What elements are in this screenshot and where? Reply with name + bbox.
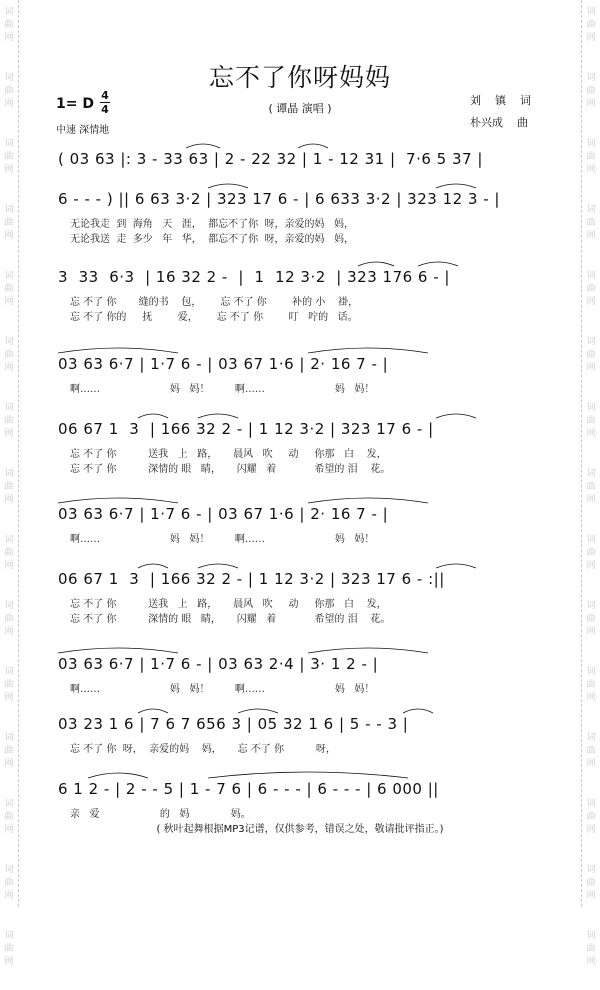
watermark-char: 曲 xyxy=(586,812,596,822)
watermark-char: 词 xyxy=(4,73,14,83)
watermark-mark xyxy=(582,198,600,264)
lyrics-verse-2: 忘 不了 你 深情的 眼 睛， 闪耀 着 希望的 泪 花。 xyxy=(70,464,391,475)
watermark-char: 词 xyxy=(4,469,14,479)
watermark-char: 词 xyxy=(4,667,14,677)
notation-line: 06 67 1 3 | 166 32 2 - | 1 12 3·2 | 323 17 6 - | xyxy=(58,420,434,438)
watermark-char: 曲 xyxy=(4,482,14,492)
watermark-char: 网 xyxy=(4,759,14,769)
watermark-char: 曲 xyxy=(4,20,14,30)
watermark-char: 网 xyxy=(586,627,596,637)
watermark-char: 网 xyxy=(4,231,14,241)
watermark-char: 曲 xyxy=(4,284,14,294)
credits xyxy=(470,90,531,134)
watermark-char: 词 xyxy=(586,73,596,83)
lyrics-verse-1: 无论我走 到 海角 天 涯， 都忘不了你 呀，亲爱的妈 妈， xyxy=(70,219,355,230)
watermark-char: 曲 xyxy=(4,746,14,756)
watermark-mark xyxy=(582,132,600,198)
watermark-char: 曲 xyxy=(586,878,596,888)
watermark-char: 词 xyxy=(586,601,596,611)
watermark-char: 曲 xyxy=(4,416,14,426)
watermark-char: 网 xyxy=(4,495,14,505)
watermark-char: 网 xyxy=(4,957,14,967)
watermark-mark xyxy=(0,462,18,528)
watermark-char: 曲 xyxy=(586,152,596,162)
watermark-mark xyxy=(582,528,600,594)
notation-line: 06 67 1 3 | 166 32 2 - | 1 12 3·2 | 323 17 6 - :|| xyxy=(58,570,445,588)
watermark-mark xyxy=(0,660,18,726)
watermark-char: 词 xyxy=(586,403,596,413)
watermark-char: 词 xyxy=(4,337,14,347)
singer-credit: ( 谭晶 演唱 ) xyxy=(268,102,332,115)
watermark-mark xyxy=(582,660,600,726)
watermark-char: 词 xyxy=(586,7,596,17)
watermark-mark xyxy=(0,924,18,990)
watermark-char: 曲 xyxy=(4,218,14,228)
watermark-char: 曲 xyxy=(586,350,596,360)
watermark-char: 网 xyxy=(586,33,596,43)
watermark-char: 词 xyxy=(4,403,14,413)
watermark-char: 网 xyxy=(4,165,14,175)
watermark-char: 词 xyxy=(586,799,596,809)
watermark-char: 曲 xyxy=(586,944,596,954)
watermark-char: 网 xyxy=(586,429,596,439)
notation-line: 03 23 1 6 | 7 6 7 656 3 | 05 32 1 6 | 5 - - 3 | xyxy=(58,715,409,733)
watermark-char: 曲 xyxy=(586,416,596,426)
watermark-mark xyxy=(582,858,600,924)
lyrics-verse-2: 忘 不了 你的 抚 爱， 忘 不了 你 叮 咛的 话。 xyxy=(70,312,358,323)
watermark-char: 网 xyxy=(4,99,14,109)
watermark-char: 网 xyxy=(586,495,596,505)
watermark-char: 网 xyxy=(4,693,14,703)
watermark-char: 网 xyxy=(586,957,596,967)
watermark-char: 曲 xyxy=(4,350,14,360)
watermark-char: 词 xyxy=(4,733,14,743)
transcriber-note: ( 秋叶起舞根据MP3记谱，仅供参考，错误之处，敬请批评指正。) xyxy=(156,824,444,835)
notation-line: 03 63 6·7 | 1·7 6 - | 03 67 1·6 | 2· 16 7 - | xyxy=(58,355,389,373)
watermark-char: 词 xyxy=(586,733,596,743)
watermark-char: 网 xyxy=(586,297,596,307)
watermark-char: 词 xyxy=(586,667,596,677)
watermark-char: 词 xyxy=(586,865,596,875)
watermark-mark xyxy=(582,594,600,660)
watermark-mark xyxy=(0,396,18,462)
watermark-char: 词 xyxy=(4,205,14,215)
lyricist-credit: 刘 镇 词 xyxy=(470,94,531,107)
notation-line: 3 33 6·3 | 16 32 2 - | 1 12 3·2 | 323 176 6 - | xyxy=(58,268,450,286)
notation-line: 03 63 6·7 | 1·7 6 - | 03 67 1·6 | 2· 16 7 - | xyxy=(58,505,389,523)
notation-line: 03 63 6·7 | 1·7 6 - | 03 63 2·4 | 3· 1 2 - | xyxy=(58,655,379,673)
watermark-char: 网 xyxy=(586,231,596,241)
watermark-char: 词 xyxy=(4,271,14,281)
watermark-char: 网 xyxy=(4,363,14,373)
lyrics-verse-1: 忘 不了 你 送我 上 路， 晨风 吹 动 你那 白 发， xyxy=(70,599,387,610)
watermark-char: 曲 xyxy=(4,944,14,954)
composer-credit: 朴兴成 曲 xyxy=(470,116,528,129)
song-title: 忘不了你呀妈妈 xyxy=(208,63,391,92)
watermark-char: 曲 xyxy=(4,152,14,162)
watermark-mark xyxy=(582,264,600,330)
watermark-char: 词 xyxy=(586,931,596,941)
watermark-mark xyxy=(0,858,18,924)
watermark-mark xyxy=(0,330,18,396)
watermark-char: 词 xyxy=(4,535,14,545)
watermark-char: 网 xyxy=(4,627,14,637)
watermark-char: 曲 xyxy=(4,680,14,690)
watermark-char: 网 xyxy=(4,297,14,307)
watermark-char: 网 xyxy=(4,429,14,439)
watermark-mark xyxy=(0,264,18,330)
watermark-char: 曲 xyxy=(4,812,14,822)
watermark-mark xyxy=(0,132,18,198)
lyrics-verse-2: 无论我送 走 多少 年 华， 都忘不了你 呀，亲爱的妈 妈， xyxy=(70,234,355,245)
lyrics-verse-1: 啊…… 妈 妈！ 啊…… 妈 妈！ xyxy=(70,534,375,545)
watermark-char: 词 xyxy=(586,271,596,281)
watermark-char: 词 xyxy=(4,7,14,17)
watermark-char: 词 xyxy=(586,205,596,215)
watermark-mark xyxy=(0,528,18,594)
watermark-char: 网 xyxy=(4,561,14,571)
watermark-char: 网 xyxy=(586,561,596,571)
watermark-mark xyxy=(0,198,18,264)
time-signature xyxy=(98,90,112,115)
watermark-char: 词 xyxy=(4,601,14,611)
watermark-char: 词 xyxy=(4,139,14,149)
lyrics-verse-1: 忘 不了 你 呀， 亲爱的妈 妈， 忘 不了 你 呀， xyxy=(70,744,336,755)
tempo-marking: 中速 深情地 xyxy=(56,125,110,136)
watermark-mark xyxy=(582,330,600,396)
lyrics-verse-1: 啊…… 妈 妈！ 啊…… 妈 妈！ xyxy=(70,384,375,395)
watermark-char: 曲 xyxy=(586,680,596,690)
watermark-char: 曲 xyxy=(586,746,596,756)
watermark-mark xyxy=(582,924,600,990)
watermark-char: 网 xyxy=(586,825,596,835)
lyrics-verse-1: 亲 爱 的 妈 妈。 xyxy=(70,809,251,820)
watermark-char: 词 xyxy=(586,337,596,347)
watermark-char: 词 xyxy=(586,469,596,479)
watermark-mark xyxy=(0,726,18,792)
watermark-char: 网 xyxy=(586,759,596,769)
watermark-char: 词 xyxy=(4,865,14,875)
watermark-strip-right xyxy=(581,0,600,967)
watermark-char: 曲 xyxy=(4,878,14,888)
watermark-char: 网 xyxy=(586,891,596,901)
watermark-mark xyxy=(0,0,18,66)
watermark-mark xyxy=(582,462,600,528)
lyrics-verse-1: 忘 不了 你 送我 上 路， 晨风 吹 动 你那 白 发， xyxy=(70,449,387,460)
watermark-char: 曲 xyxy=(586,86,596,96)
watermark-char: 网 xyxy=(4,825,14,835)
watermark-mark xyxy=(0,594,18,660)
watermark-char: 词 xyxy=(4,931,14,941)
watermark-char: 网 xyxy=(4,33,14,43)
watermark-char: 曲 xyxy=(586,20,596,30)
watermark-char: 网 xyxy=(586,693,596,703)
watermark-char: 网 xyxy=(586,165,596,175)
watermark-char: 网 xyxy=(586,99,596,109)
watermark-char: 曲 xyxy=(4,86,14,96)
watermark-char: 词 xyxy=(4,799,14,809)
watermark-strip-left xyxy=(0,0,19,967)
meter-bottom: 4 xyxy=(101,103,109,116)
watermark-char: 曲 xyxy=(586,284,596,294)
lyrics-verse-1: 啊…… 妈 妈！ 啊…… 妈 妈！ xyxy=(70,684,375,695)
watermark-char: 词 xyxy=(586,535,596,545)
watermark-char: 曲 xyxy=(4,548,14,558)
meter-top: 4 xyxy=(101,89,109,102)
lyrics-verse-2: 忘 不了 你 深情的 眼 睛， 闪耀 着 希望的 泪 花。 xyxy=(70,614,391,625)
watermark-mark xyxy=(582,0,600,66)
watermark-char: 网 xyxy=(586,363,596,373)
watermark-char: 词 xyxy=(586,139,596,149)
watermark-mark xyxy=(582,726,600,792)
watermark-char: 网 xyxy=(4,891,14,901)
watermark-mark xyxy=(582,396,600,462)
lyrics-verse-1: 忘 不了 你 缝的书 包， 忘 不了 你 补的 小 褂， xyxy=(70,297,359,308)
key-signature: 1= D xyxy=(56,96,94,112)
watermark-char: 曲 xyxy=(4,614,14,624)
watermark-char: 曲 xyxy=(586,218,596,228)
watermark-char: 曲 xyxy=(586,614,596,624)
notation-line: ( 03 63 |: 3 - 33 63 | 2 - 22 32 | 1 - 12 31 | 7·6 5 37 | xyxy=(58,150,483,168)
watermark-char: 曲 xyxy=(586,548,596,558)
watermark-char: 曲 xyxy=(586,482,596,492)
notation-line: 6 1 2 - | 2 - - 5 | 1 - 7 6 | 6 - - - | 6 - - - | 6 000 || xyxy=(58,780,439,798)
notation-line: 6 - - - ) || 6 63 3·2 | 323 17 6 - | 6 633 3·2 | 323 12 3 - | xyxy=(58,190,500,208)
